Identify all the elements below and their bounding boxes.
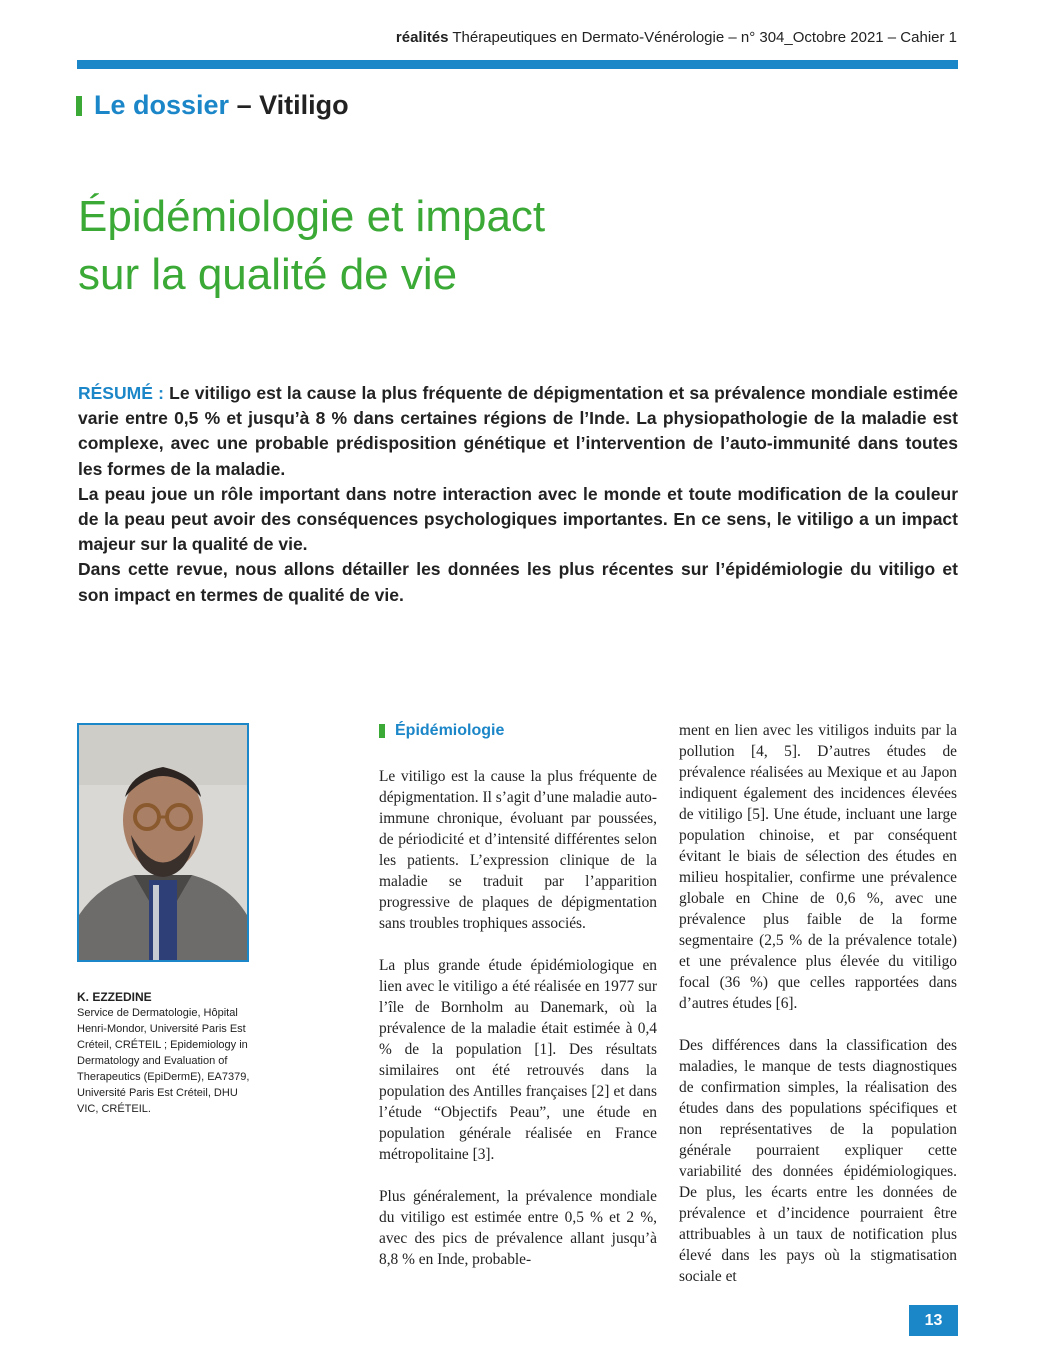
section-separator: – [236, 90, 252, 120]
article-title-line2: sur la qualité de vie [78, 250, 458, 299]
body-paragraph: ment en lien avec les vitiligos induits par la pollution [4, 5]. D’autres études de prévalence réalisées au Mexique et au Japon indiquent également des incidences élevées de vitiligo [5]. Une étude, incluant une large population chinoise, et par conséquent évitant le biais de sélection des études en milieu hospitalier, confirme une prévalence globale en Chine de 0,6 %, avec une prévalence plus faible de la forme segmentaire (2,5 % de la prévalence totale) et une prévalence plus élevée du vitiligo focal (36 %) que celles rapportées dans d’autres études [6]. [679, 722, 957, 1012]
journal-brand: réalités [395, 29, 449, 46]
article-title-line1: Épidémiologie et impact [78, 192, 546, 241]
author-name: K. EZZEDINE [77, 990, 152, 1004]
subsection-heading-text: Épidémiologie [395, 722, 505, 739]
author-affiliation: Service de Dermatologie, Hôpital Henri-Mondor, Université Paris Est Créteil, CRÉTEIL ; Epidemiology in Dermatology and Evaluation of Therapeutics (EpiDermE), EA7379, Université Paris Est Créteil, DHU VIC, CRÉTEIL. [77, 1007, 250, 1115]
body-paragraph: Des différences dans la classification des maladies, le manque de tests diagnostiques de confirmation simples, la réalisation des études dans des populations spécifiques et non représentatives de la population générale pourraient expliquer cette variabilité des données épidémiologiques. De plus, les écarts entre les données de prévalence et d’incidence pourraient être attribuables à un taux de notification plus élevé dans les pays où la stigmatisation sociale et [679, 1037, 957, 1285]
abstract [78, 381, 958, 608]
section-tag [76, 90, 349, 121]
body-paragraph: La plus grande étude épidémiologique en lien avec le vitiligo a été réalisée en 1977 sur l’île de Bornholm au Danemark, où la prévalence de la maladie était estimée à 0,4 % de la population [1]. Des résultats similaires ont été retrouvés dans la population des Antilles françaises [2] et dans l’étude “Objectifs Peau”, une étude en population générale réalisée en France métropolitaine [3]. [379, 957, 657, 1163]
subsection-heading [379, 722, 504, 740]
abstract-label: RÉSUMÉ : [78, 383, 164, 403]
section-marker-icon [76, 96, 82, 116]
header-rule [77, 60, 958, 69]
body-paragraph: Plus généralement, la prévalence mondiale du vitiligo est estimée entre 0,5 % et 2 %, avec des pics de prévalence allant jusqu’à 8,8 % en Inde, probable- [379, 1188, 657, 1268]
article-title [78, 188, 878, 304]
author-portrait-image [79, 725, 247, 960]
body-paragraph: Le vitiligo est la cause la plus fréquente de dépigmentation. Il s’agit d’une maladie auto-immune chronique, évoluant par poussées, de périodicité et d’intensité différentes selon les patients. L’expression clinique de la maladie se traduit par l’apparition progressive de plaques de dépigmentation sans troubles trophiques associés. [379, 768, 657, 932]
section-topic: Vitiligo [259, 90, 349, 120]
abstract-paragraph-2: La peau joue un rôle important dans notre interaction avec le monde et toute modification de la couleur de la peau peut avoir des conséquences psychologiques importantes. En ce sens, le vitiligo a un impact majeur sur la qualité de vie. [78, 483, 958, 555]
abstract-paragraph-3: Dans cette revue, nous allons détailler les données les plus récentes sur l’épidémiologie du vitiligo et son impact en termes de qualité de vie. [78, 559, 958, 605]
page-number: 13 [909, 1305, 958, 1336]
author-photo [77, 723, 249, 962]
journal-issue-info: Thérapeutiques en Dermato-Vénérologie – n° 304_Octobre 2021 – Cahier 1 [452, 29, 957, 46]
section-prefix: Le dossier [94, 90, 230, 120]
body-column-2 [679, 720, 957, 1308]
subsection-marker-icon [379, 724, 385, 738]
body-column-1 [379, 766, 657, 1291]
running-header [396, 29, 957, 46]
abstract-paragraph-1: RÉSUMÉ : Le vitiligo est la cause la plus fréquente de dépigmentation et sa prévalence mondiale estimée varie entre 0,5 % et jusqu’à 8 % dans certaines régions de l’Inde. La physiopathologie de la maladie est complexe, avec une probable prédisposition génétique et l’intervention de l’auto-immunité dans toutes les formes de la maladie. [78, 383, 958, 479]
